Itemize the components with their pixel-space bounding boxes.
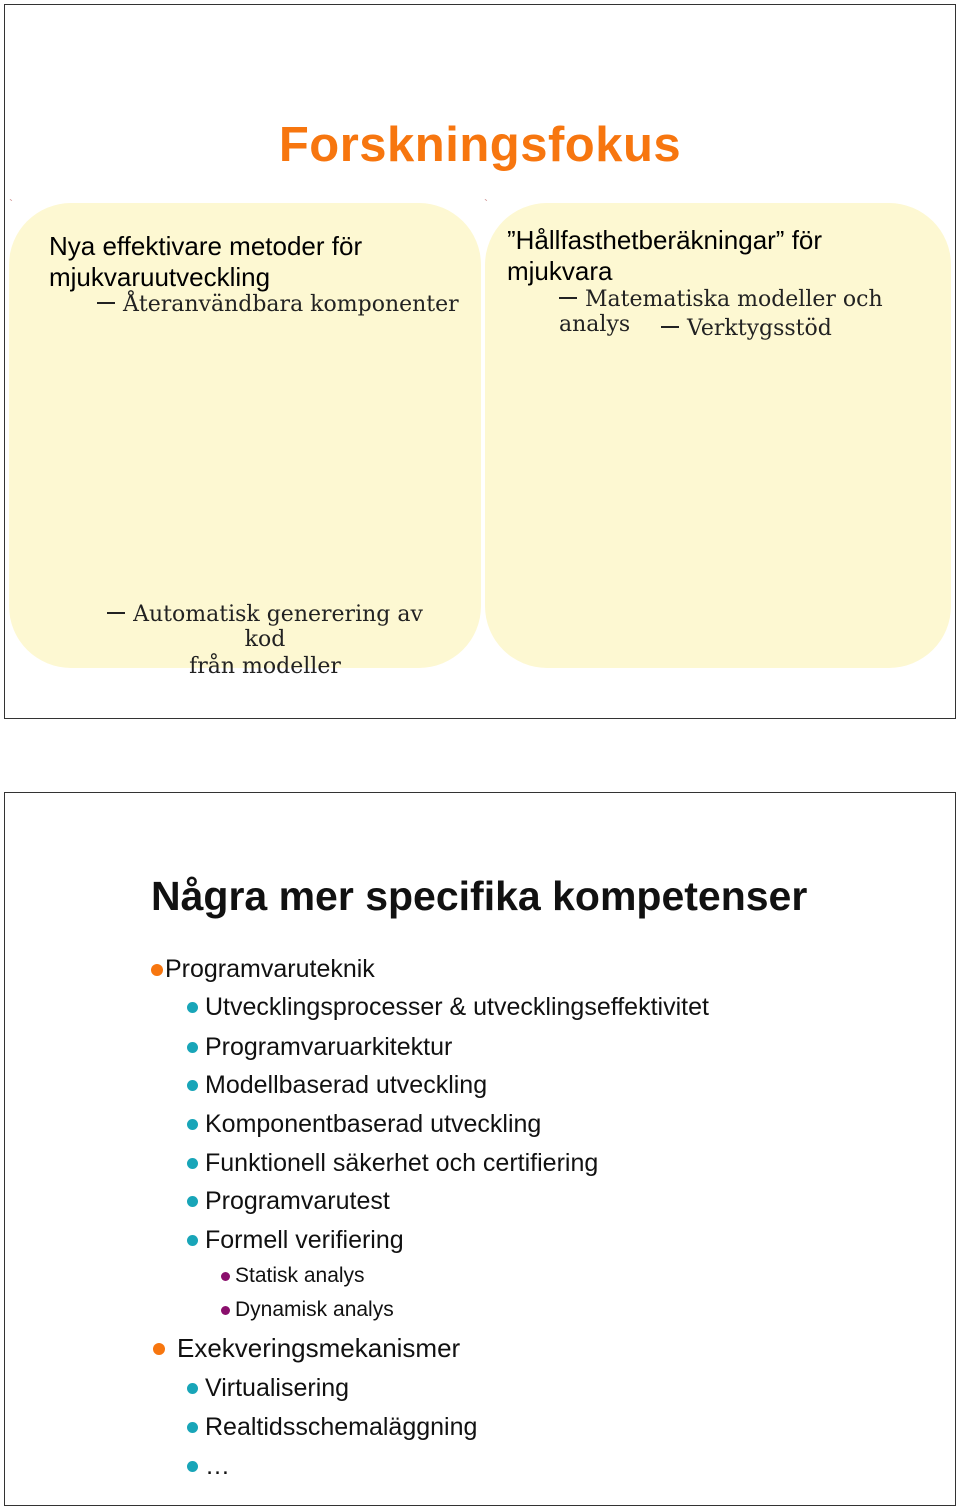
- list-item: [205, 1413, 477, 1442]
- tick-mark: `: [484, 197, 488, 211]
- list-item-text: Formell verifiering: [205, 1226, 404, 1254]
- list-item: [205, 1187, 390, 1216]
- list-item: [205, 993, 709, 1022]
- right-heading-line1: ”Hållfasthetberäkningar” för: [507, 225, 823, 255]
- slide-forskningsfokus: [4, 4, 956, 719]
- list-item: [235, 1264, 365, 1288]
- bullet-icon: [187, 1235, 198, 1246]
- bullet-icon: [153, 1343, 165, 1355]
- dash-icon: [97, 302, 115, 304]
- list-item-text: Programvaruteknik: [165, 955, 375, 983]
- list-item: [205, 1033, 452, 1062]
- bullet-icon: [187, 1196, 198, 1207]
- bullet-icon: [187, 1080, 198, 1091]
- list-item: [165, 955, 375, 984]
- list-item: [235, 1298, 394, 1322]
- list-item-text: Statisk analys: [235, 1264, 365, 1287]
- list-item-text: Komponentbaserad utveckling: [205, 1110, 542, 1138]
- bullet-icon: [221, 1306, 230, 1315]
- right-heading-line2: mjukvara: [507, 256, 613, 286]
- list-item-text: Programvaruarkitektur: [205, 1033, 453, 1061]
- list-item: [205, 1226, 404, 1255]
- list-item: [205, 1452, 230, 1481]
- bullet-icon: [187, 1422, 198, 1433]
- list-item-text: Realtidsschemaläggning: [205, 1413, 478, 1441]
- list-item-text: Funktionell säkerhet och certifiering: [205, 1149, 599, 1177]
- bullet-icon: [221, 1272, 230, 1281]
- list-item-text: Programvarutest: [205, 1187, 390, 1215]
- left-sub-item: [97, 292, 459, 317]
- list-item-text: Virtualisering: [205, 1374, 350, 1402]
- left-sub-item-2-line1: Automatisk generering av kod: [133, 602, 423, 652]
- left-sub-item-text: Återanvändbara komponenter: [123, 292, 459, 317]
- list-item: [177, 1333, 460, 1364]
- dash-icon: [559, 297, 577, 299]
- left-sub-item-2: [93, 602, 437, 679]
- bullet-icon: [187, 1119, 198, 1130]
- bullet-icon: [187, 1042, 198, 1053]
- dash-icon: [661, 326, 679, 328]
- list-item-text: Modellbaserad utveckling: [205, 1071, 488, 1099]
- bullet-icon: [151, 964, 163, 976]
- slide-title: Forskningsfokus: [278, 118, 682, 172]
- left-heading-line1: Nya effektivare metoder för: [49, 231, 363, 261]
- bullet-icon: [187, 1383, 198, 1394]
- list-item: [205, 1374, 349, 1403]
- list-item-text: Utvecklingsprocesser & utvecklingseffektivitet: [205, 993, 709, 1021]
- list-item-text: …: [205, 1452, 230, 1480]
- slide-title: Några mer specifika kompetenser: [151, 873, 808, 919]
- right-sub-item-2: [661, 316, 832, 341]
- list-item: [205, 1071, 487, 1100]
- list-item: [205, 1110, 541, 1139]
- bullet-icon: [187, 1158, 198, 1169]
- bullet-icon: [187, 1461, 198, 1472]
- left-heading-line2: mjukvaruutveckling: [49, 262, 271, 292]
- list-item-text: Exekveringsmekanismer: [177, 1333, 461, 1363]
- right-heading: [507, 225, 822, 287]
- slide-kompetenser: [4, 792, 956, 1506]
- list-item: [205, 1149, 598, 1178]
- left-sub-item-2-line2: från modeller: [189, 654, 341, 679]
- dash-icon: [107, 612, 125, 614]
- bullet-icon: [187, 1002, 198, 1013]
- right-sub-item-2-text: Verktygsstöd: [687, 316, 832, 341]
- list-item-text: Dynamisk analys: [235, 1298, 394, 1321]
- right-sub-item-text: Matematiska modeller och analys: [559, 287, 883, 337]
- tick-mark: `: [9, 197, 13, 211]
- left-heading: [49, 231, 362, 293]
